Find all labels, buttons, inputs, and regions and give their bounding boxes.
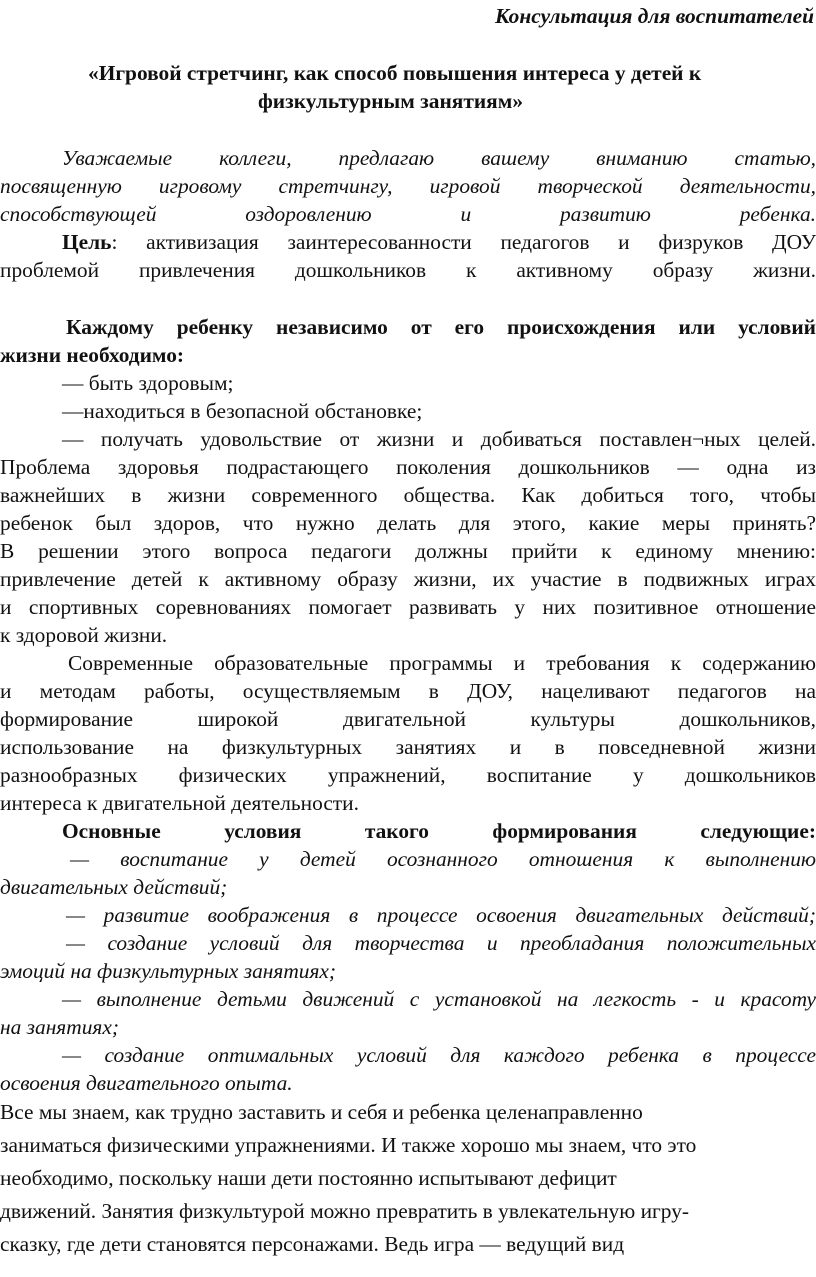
document-title-line-2: физкультурным занятиям» <box>258 89 524 113</box>
para1-line-3: ребенок был здоров, что нужно делать для этого, какие меры принять? <box>0 511 816 535</box>
closing-line-5: сказку, где дети становятся персонажами. Ведь игра — ведущий вид <box>0 1232 625 1256</box>
goal-text-1: : активизация заинтересованности педагогов и физруков ДОУ <box>111 230 816 254</box>
para2-line-3: формирование широкой двигательной культуры дошкольников, <box>0 707 816 731</box>
conditions-heading: Основные условия такого формирования следующие: <box>62 819 816 843</box>
needs-item-2: —находиться в безопасной обстановке; <box>62 399 423 423</box>
closing-line-3: необходимо, поскольку наши дети постоянно испытывают дефицит <box>0 1166 617 1190</box>
para1-line-4: В решении этого вопроса педагоги должны прийти к единому мнению: <box>0 539 816 563</box>
para2-line-4: использование на физкультурных занятиях и в повседневной жизни <box>0 735 816 759</box>
goal-line-1 <box>62 228 816 256</box>
para1-line-7: к здоровой жизни. <box>0 623 168 647</box>
goal-label: Цель <box>62 230 112 254</box>
conditions-line-3: — развитие воображения в процессе освоения двигательных действий; <box>66 903 816 927</box>
intro-line-2: посвященную игровому стретчингу, игровой творческой деятельности, <box>0 174 816 198</box>
para1-line-5: привлечение детей к активному образу жизни, их участие в подвижных играх <box>0 567 816 591</box>
para2-line-1: Современные образовательные программы и требования к содержанию <box>68 651 816 675</box>
intro-line-3: способствующей оздоровлению и развитию ребенка. <box>0 202 816 226</box>
conditions-line-5: эмоций на физкультурных занятиях; <box>0 959 337 983</box>
para1-line-6: и спортивных соревнованиях помогает развивать у них позитивное отношение <box>0 595 816 619</box>
intro-line-1: Уважаемые коллеги, предлагаю вашему вниманию статью, <box>62 146 816 170</box>
closing-line-2: заниматься физическими упражнениями. И также хорошо мы знаем, что это <box>0 1133 697 1157</box>
conditions-line-8: — создание оптимальных условий для каждого ребенка в процессе <box>62 1043 816 1067</box>
goal-line-2: проблемой привлечения дошкольников к активному образу жизни. <box>0 258 816 282</box>
para2-line-6: интереса к двигательной деятельности. <box>0 791 359 815</box>
needs-heading-line-2: жизни необходимо: <box>0 343 185 367</box>
needs-item-1: — быть здоровым; <box>62 371 234 395</box>
document-header: Консультация для воспитателей <box>494 4 814 28</box>
conditions-line-9: освоения двигательного опыта. <box>0 1071 293 1095</box>
closing-line-4: движений. Занятия физкультурой можно превратить в увлекательную игру- <box>0 1199 690 1223</box>
document-title-line-1: «Игровой стретчинг, как способ повышения интереса у детей к <box>88 61 702 85</box>
needs-item-3: — получать удовольствие от жизни и добиваться поставлен¬ных целей. <box>62 427 816 451</box>
needs-heading-line-1: Каждому ребенку независимо от его происхождения или условий <box>66 315 816 339</box>
para2-line-5: разнообразных физических упражнений, воспитание у дошкольников <box>0 763 816 787</box>
para1-line-1: Проблема здоровья подрастающего поколения дошкольников — одна из <box>0 455 816 479</box>
conditions-line-6: — выполнение детьми движений с установкой на легкость - и красоту <box>62 987 816 1011</box>
conditions-line-2: двигательных действий; <box>0 875 228 899</box>
para1-line-2: важнейших в жизни современного общества. Как добиться того, чтобы <box>0 483 816 507</box>
conditions-line-7: на занятиях; <box>0 1015 119 1039</box>
para2-line-2: и методам работы, осуществляемым в ДОУ, нацеливают педагогов на <box>0 679 816 703</box>
conditions-line-1: — воспитание у детей осознанного отношения к выполнению <box>70 847 816 871</box>
conditions-line-4: — создание условий для творчества и преобладания положительных <box>66 931 816 955</box>
closing-line-1: Все мы знаем, как трудно заставить и себя и ребенка целенаправленно <box>0 1100 643 1124</box>
